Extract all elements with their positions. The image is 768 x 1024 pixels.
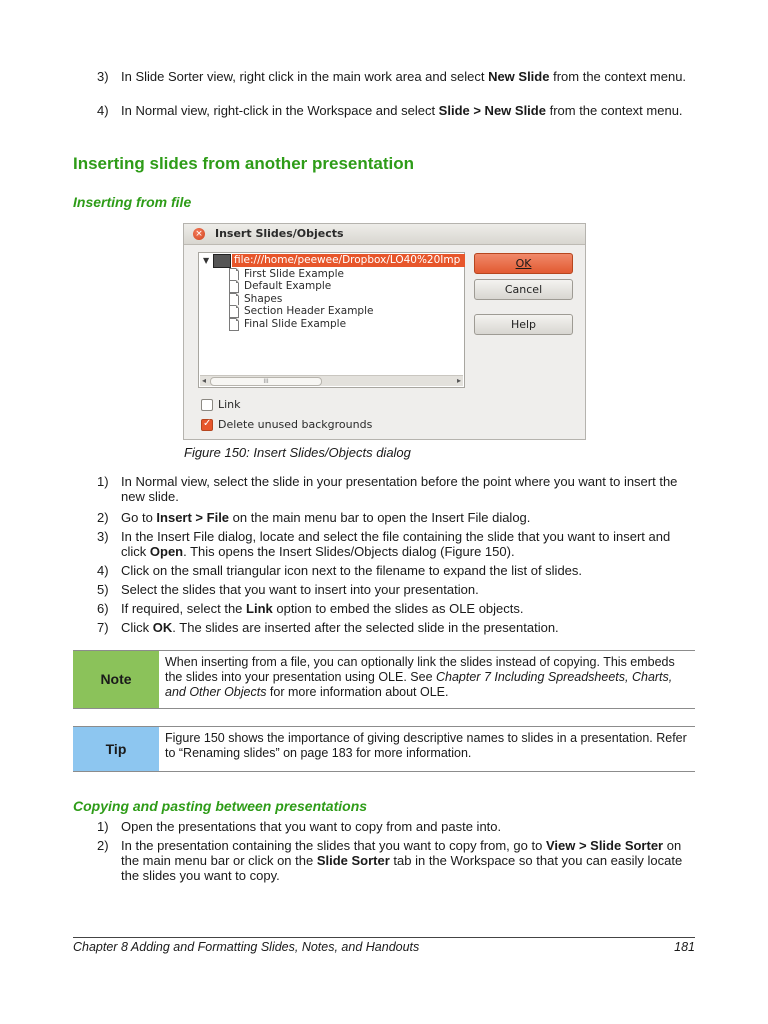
list-text: In Slide Sorter view, right click in the main work area and select New Slide from the context menu. bbox=[121, 69, 687, 84]
presentation-file-icon bbox=[213, 254, 231, 268]
list-text: Click OK. The slides are inserted after the selected slide in the presentation. bbox=[121, 620, 559, 635]
list-number: 7) bbox=[97, 620, 109, 635]
list-text: In the Insert File dialog, locate and select the file containing the slide that you want to insert and click Open. This opens the Insert Slides/Objects dialog (Figure 150). bbox=[121, 529, 671, 559]
scroll-right-icon[interactable]: ▸ bbox=[456, 376, 461, 385]
page-number: 181 bbox=[674, 940, 695, 954]
slide-doc-icon bbox=[229, 318, 239, 331]
slide-doc-icon bbox=[229, 280, 239, 293]
list-number: 6) bbox=[97, 601, 109, 616]
list-text: Open the presentations that you want to copy from and paste into. bbox=[121, 819, 502, 834]
list-number: 3) bbox=[97, 529, 109, 544]
expand-triangle-icon[interactable]: ▼ bbox=[203, 256, 210, 265]
list-number: 3) bbox=[97, 69, 109, 84]
dialog-title: Insert Slides/Objects bbox=[215, 227, 344, 240]
note-box bbox=[73, 650, 695, 709]
footer-chapter: Chapter 8 Adding and Formatting Slides, Notes, and Handouts bbox=[73, 940, 420, 954]
tree-root-file[interactable] bbox=[201, 254, 463, 267]
horizontal-scrollbar[interactable] bbox=[200, 375, 463, 386]
section-heading: Inserting slides from another presentation bbox=[73, 154, 415, 173]
note-text: When inserting from a file, you can optionally link the slides instead of copying. This embeds the slides into your presentation using OLE. See Chapter 7 Including Spreadsheets, Charts, and Other Objects for more information about OLE. bbox=[165, 655, 675, 699]
help-button[interactable]: Help bbox=[474, 314, 573, 335]
delete-unused-backgrounds-label: Delete unused backgrounds bbox=[218, 418, 373, 431]
list-text: If required, select the Link option to embed the slides as OLE objects. bbox=[121, 601, 524, 616]
list-number: 2) bbox=[97, 510, 109, 525]
slide-tree[interactable]: ▼ file:///home/peewee/Dropbox/LO40%20Imp First Slide Example Default Example Shapes Section Header Example Final Slide Example ◂ III ▸ bbox=[198, 252, 465, 388]
list-number: 1) bbox=[97, 819, 109, 834]
file-path-label[interactable]: file:///home/peewee/Dropbox/LO40%20Imp bbox=[232, 254, 465, 267]
list-number: 4) bbox=[97, 103, 109, 118]
ok-button[interactable]: OK bbox=[474, 253, 573, 274]
link-checkbox[interactable] bbox=[201, 399, 213, 411]
insert-slides-dialog bbox=[183, 223, 586, 440]
note-label: Note bbox=[73, 651, 159, 708]
list-text: Click on the small triangular icon next to the filename to expand the list of slides. bbox=[121, 563, 583, 578]
list-number: 5) bbox=[97, 582, 109, 597]
list-number: 1) bbox=[97, 474, 109, 489]
list-text: Select the slides that you want to insert into your presentation. bbox=[121, 582, 479, 597]
footer-divider bbox=[73, 937, 695, 938]
tip-box bbox=[73, 726, 695, 772]
list-number: 2) bbox=[97, 838, 109, 853]
list-text: Go to Insert > File on the main menu bar to open the Insert File dialog. bbox=[121, 510, 531, 525]
scroll-thumb[interactable]: III bbox=[210, 377, 322, 386]
cancel-button[interactable]: Cancel bbox=[474, 279, 573, 300]
close-icon[interactable]: × bbox=[193, 228, 205, 240]
delete-unused-backgrounds-checkbox[interactable] bbox=[201, 419, 213, 431]
subsection-heading: Copying and pasting between presentations bbox=[73, 798, 368, 814]
dialog-titlebar bbox=[184, 224, 585, 245]
list-text: In Normal view, right-click in the Workspace and select Slide > New Slide from the context menu. bbox=[121, 103, 683, 118]
tip-text: Figure 150 shows the importance of giving descriptive names to slides in a presentation. Refer to “Renaming slides” on page 183 for more information. bbox=[165, 731, 687, 760]
list-number: 4) bbox=[97, 563, 109, 578]
link-checkbox-label: Link bbox=[218, 398, 241, 411]
figure-caption: Figure 150: Insert Slides/Objects dialog bbox=[184, 445, 411, 460]
list-text: In Normal view, select the slide in your presentation before the point where you want to insert the new slide. bbox=[121, 474, 678, 504]
slide-doc-icon bbox=[229, 305, 239, 318]
scroll-left-icon[interactable]: ◂ bbox=[202, 376, 207, 385]
tip-label: Tip bbox=[73, 727, 159, 771]
subsection-heading: Inserting from file bbox=[73, 194, 192, 210]
list-text: In the presentation containing the slides that you want to copy from, go to View > Slide Sorter on the main menu bar or click on the Slide Sorter tab in the Workspace so that you can easily locate the slides you want to copy. bbox=[121, 838, 683, 883]
